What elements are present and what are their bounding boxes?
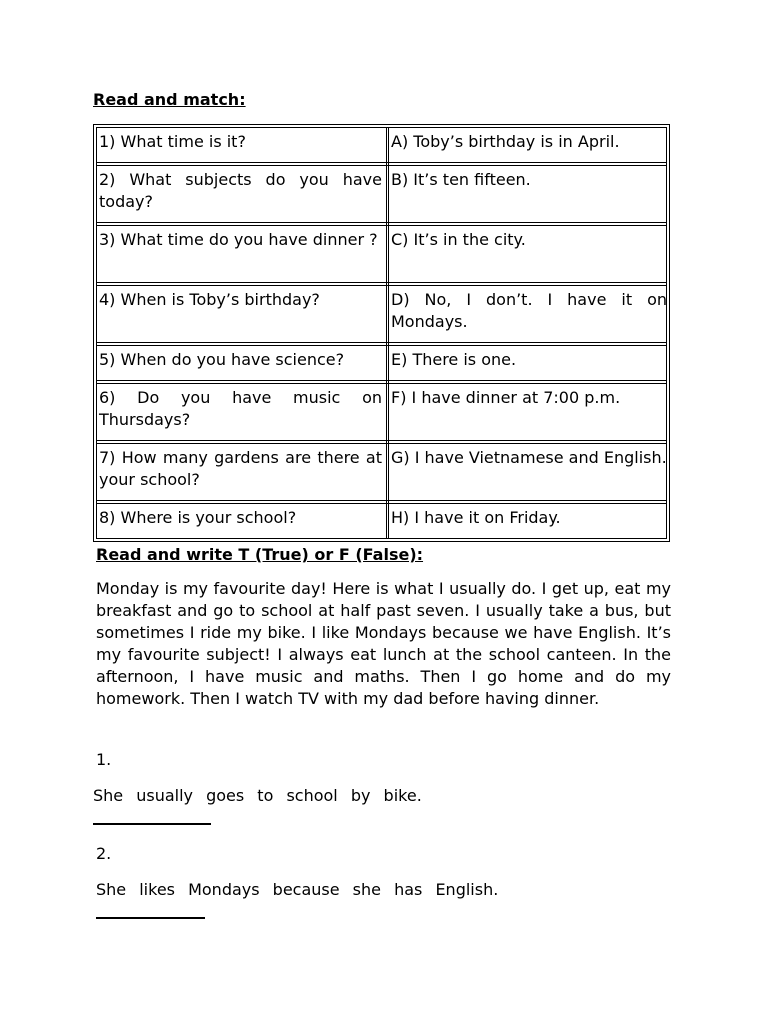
question-cell: 8) Where is your school?: [99, 508, 297, 527]
table-row: [97, 166, 666, 226]
question-cell: 7) How many gardens are there at your school?: [99, 448, 382, 489]
reading-passage: Monday is my favourite day! Here is what I usually do. I get up, eat my breakfast and go to school at half past seven. I usually take a bus, but sometimes I ride my bike. I like Mondays because we have English. It’s my favourite subject! I always eat lunch at the school canteen. In the afternoon, I have music and maths. Then I go home and do my homework. Then I watch TV with my dad before having dinner.: [96, 579, 671, 708]
table-row: [97, 286, 666, 346]
matching-table-inner: [96, 127, 667, 539]
section-title-read-and-match: Read and match:: [93, 90, 246, 109]
answer-cell: F) I have dinner at 7:00 p.m.: [391, 388, 621, 407]
question-cell: 4) When is Toby’s birthday?: [99, 290, 320, 309]
answer-cell: A) Toby’s birthday is in April.: [391, 132, 620, 151]
answer-cell: B) It’s ten fifteen.: [391, 170, 531, 189]
question-cell: 6) Do you have music on Thursdays?: [99, 388, 382, 429]
table-row: [97, 444, 666, 504]
table-row: [97, 226, 666, 286]
question-cell: 3) What time do you have dinner ?: [99, 230, 378, 249]
answer-cell: C) It’s in the city.: [391, 230, 526, 249]
answer-blank[interactable]: [93, 823, 211, 825]
table-row: [97, 384, 666, 444]
item-number: 1.: [96, 750, 112, 769]
table-row: [97, 346, 666, 384]
item-statement: She likes Mondays because she has English.: [96, 880, 499, 899]
table-row: [97, 504, 666, 540]
matching-table: [93, 124, 670, 542]
answer-cell: H) I have it on Friday.: [391, 508, 561, 527]
item-statement: She usually goes to school by bike.: [93, 786, 422, 805]
answer-cell: E) There is one.: [391, 350, 517, 369]
question-cell: 1) What time is it?: [99, 132, 246, 151]
answer-cell: D) No, I don’t. I have it on Mondays.: [391, 290, 667, 331]
question-cell: 5) When do you have science?: [99, 350, 345, 369]
question-cell: 2) What subjects do you have today?: [99, 170, 382, 211]
answer-blank[interactable]: [96, 917, 205, 919]
answer-cell: G) I have Vietnamese and English.: [391, 448, 667, 467]
table-row: [97, 128, 666, 166]
item-number: 2.: [96, 844, 112, 863]
section-title-true-false: Read and write T (True) or F (False):: [96, 545, 424, 564]
